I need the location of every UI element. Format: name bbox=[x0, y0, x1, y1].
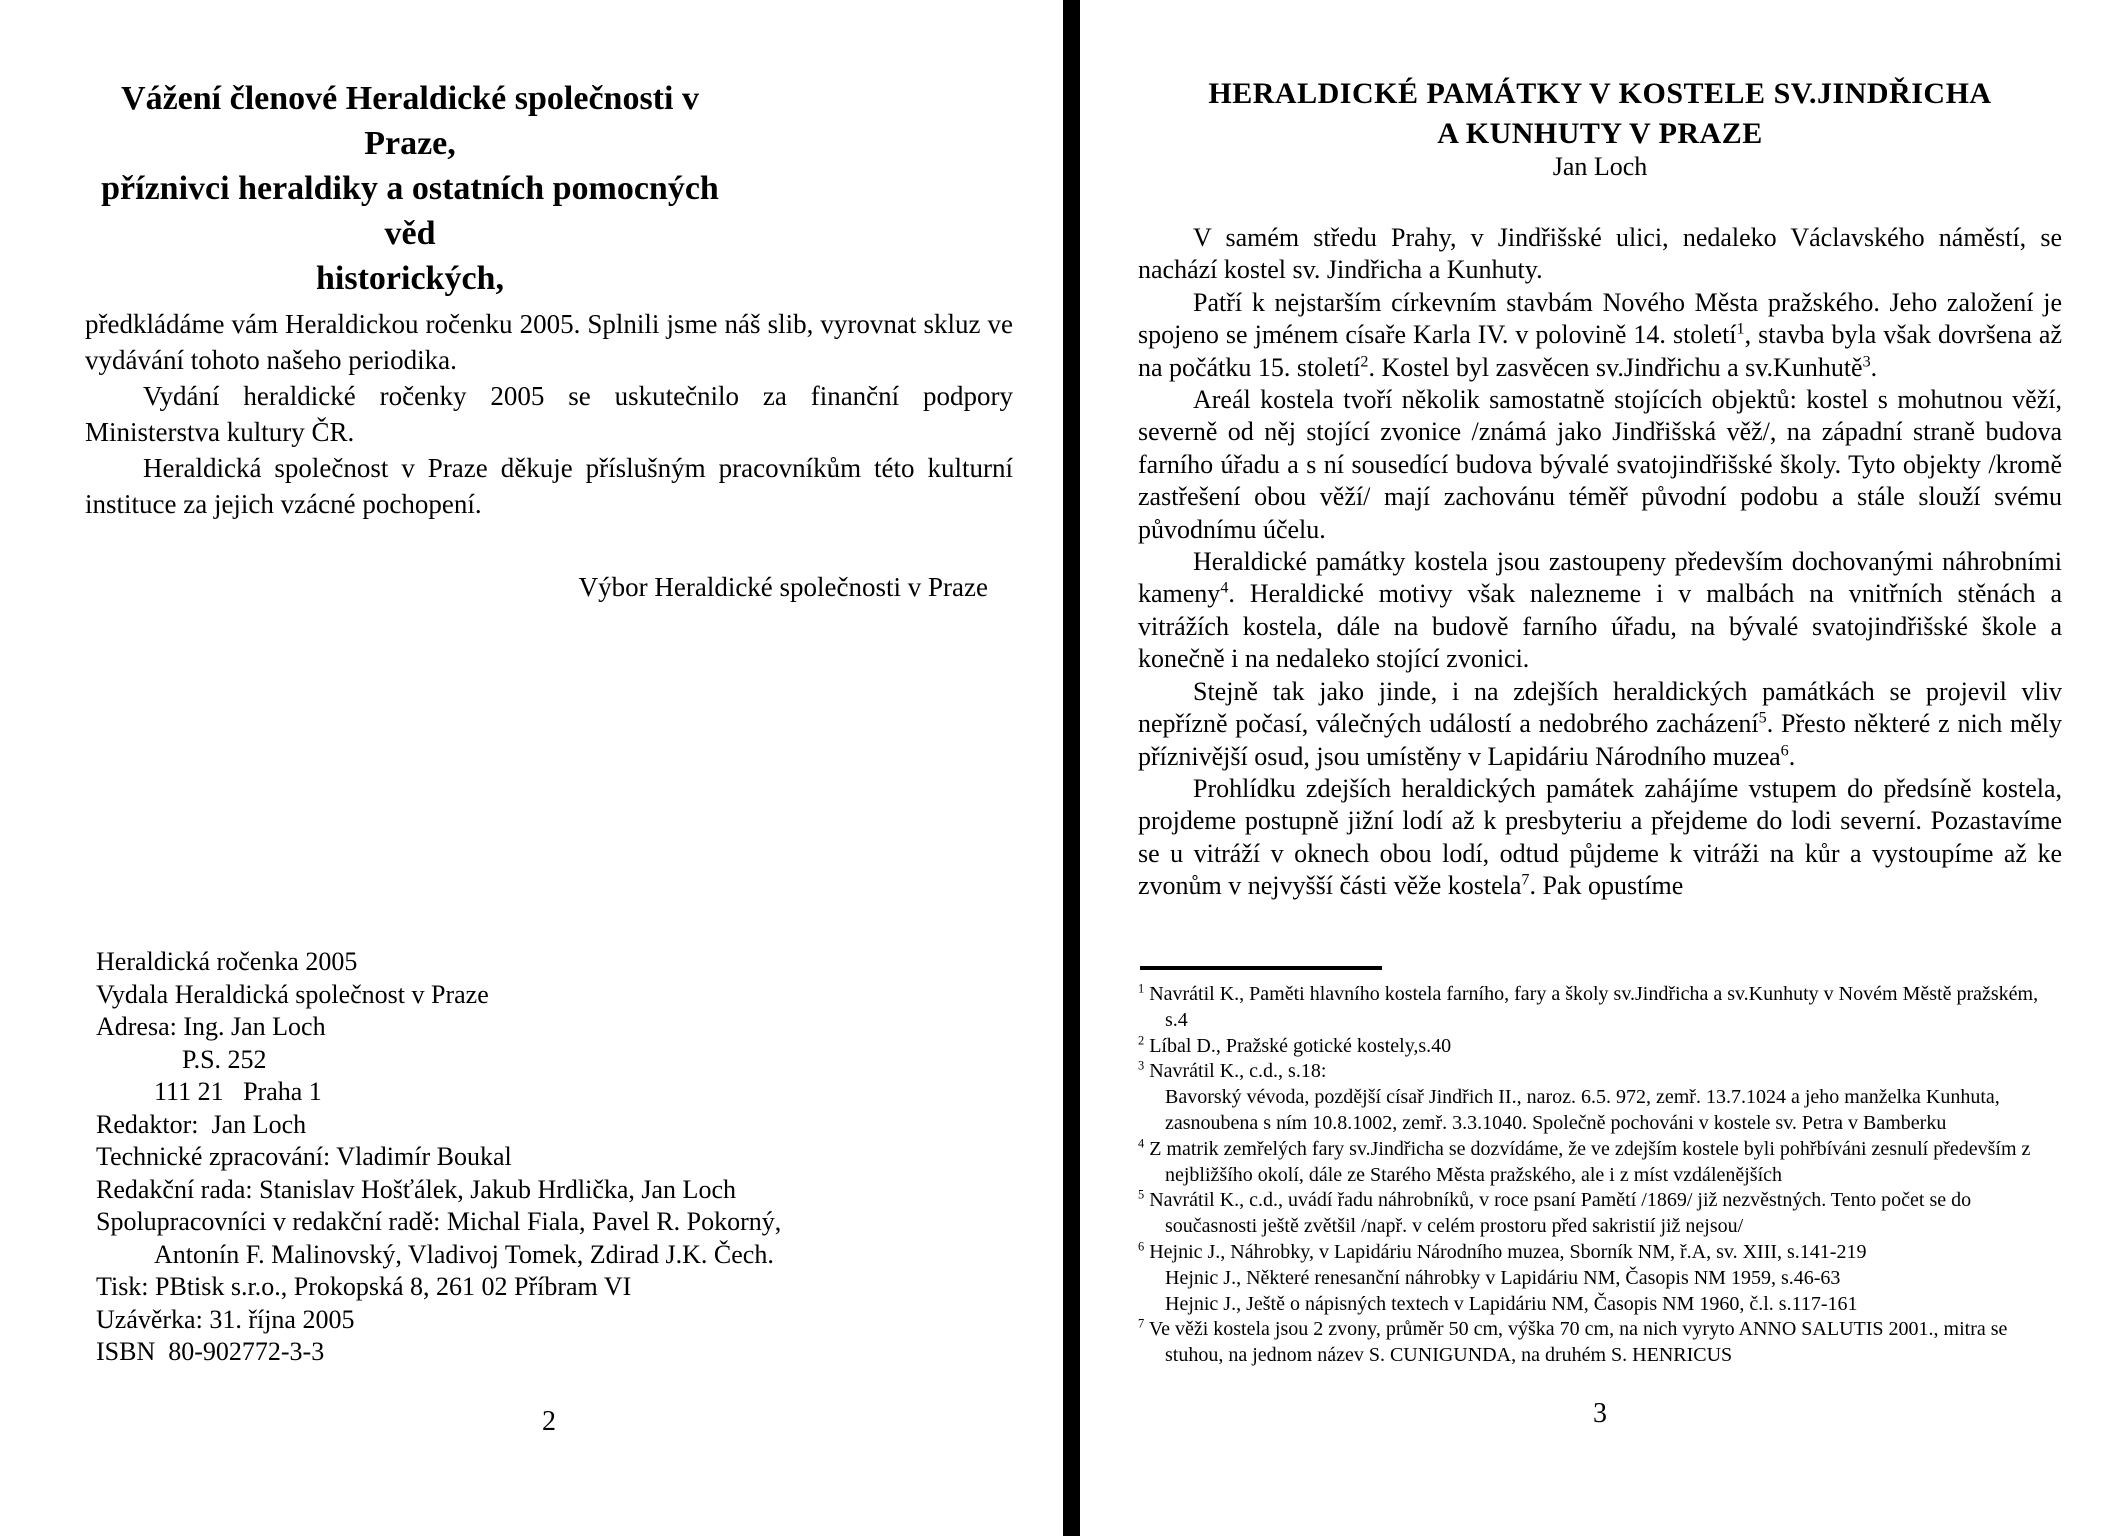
footnotes bbox=[1138, 982, 2062, 1369]
letter-paragraph: Vydání heraldické ročenky 2005 se uskutečnilo za finanční podpory Ministerstva kultury ČR. bbox=[85, 381, 1013, 447]
article-paragraph: Heraldické památky kostela jsou zastoupeny především dochovanými náhrobními kameny$^4$. Heraldické motivy však nalezneme i v malbách na vnitřních stěnách a vitrážích kostela, dále na budově farního úřadu, na bývalé svatojindřišské škole a konečně i na nedaleko stojící zvonici. bbox=[1138, 547, 2062, 674]
footnote-continuation: Hejnic J., Ještě o nápisných textech v Lapidáriu NM, Časopis NM 1960, č.l. s.117-161 bbox=[1165, 1292, 1858, 1315]
footnote-ref: 5 bbox=[1758, 709, 1767, 727]
article-paragraph: V samém středu Prahy, v Jindřišské ulici, nedaleko Václavského náměstí, se nachází kostel sv. Jindřicha a Kunhuty. bbox=[1138, 223, 2062, 285]
footnote bbox=[1138, 1034, 2062, 1060]
imprint-line: 111 21 Praha 1 bbox=[154, 1077, 322, 1106]
imprint-line: Redakční rada: Stanislav Hošťálek, Jakub Hrdlička, Jan Loch bbox=[96, 1174, 736, 1204]
page-number-right: 3 bbox=[1593, 1398, 1607, 1429]
footnote-ref: 6 bbox=[1780, 741, 1789, 759]
article-paragraph: Areál kostela tvoří několik samostatně stojících objektů: kostel s mohutnou věží, severně od něj stojící zvonice /známá jako Jindřišská věž/, na západní straně budova farního úřadu a s ní sousedící budova bývalé svatojindřišské školy. Tyto objekty /kromě zastřešení obou věží/ mají zachovánu téměř původní podobu a stále slouží svému původnímu účelu. bbox=[1138, 385, 2062, 544]
letter-paragraph: Heraldická společnost v Praze děkuje příslušným pracovníkům této kulturní instituce za jejich vzácné pochopení. bbox=[85, 453, 1013, 519]
right-page bbox=[1138, 0, 2062, 1536]
footnote-ref: 1 bbox=[1736, 320, 1745, 338]
footnote-separator bbox=[1140, 966, 1382, 970]
footnote bbox=[1138, 982, 2062, 1034]
footnote-ref: 7 bbox=[1521, 871, 1530, 889]
imprint-line: Tisk: PBtisk s.r.o., Prokopská 8, 261 02 Příbram VI bbox=[96, 1272, 632, 1301]
footnote-number: 3 bbox=[1138, 1058, 1145, 1073]
imprint-line: Adresa: Ing. Jan Loch bbox=[96, 1012, 326, 1041]
letter-title-line: historických, bbox=[316, 260, 504, 297]
page-number-left: 2 bbox=[542, 1406, 556, 1437]
footnote-number: 4 bbox=[1138, 1136, 1145, 1151]
footnote-first-line: $^7$ Ve věži kostela jsou 2 zvony, průměr 50 cm, výška 70 cm, na nich vyryto ANNO SALUTIS 2001., mitra se stuhou, na jednom název S. CUNIGUNDA, na druhém S. HENRICUS bbox=[1138, 1316, 2008, 1367]
imprint-line: Antonín F. Malinovský, Vladivoj Tomek, Zdirad J.K. Čech. bbox=[154, 1239, 774, 1269]
article-author: Jan Loch bbox=[1552, 152, 1648, 181]
imprint-line: Uzávěrka: 31. října 2005 bbox=[96, 1304, 355, 1334]
article-body bbox=[1138, 222, 2062, 903]
footnote-first-line: $^6$ Hejnic J., Náhrobky, v Lapidáriu Národního muzea, Sborník NM, ř.A, sv. XIII, s.141-219 bbox=[1138, 1239, 1867, 1263]
imprint-line: P.S. 252 bbox=[182, 1044, 267, 1074]
article-title bbox=[1138, 74, 2062, 154]
imprint-line: Vydala Heraldická společnost v Praze bbox=[96, 979, 489, 1009]
footnote-ref: 4 bbox=[1220, 579, 1229, 597]
footnote-first-line: $^4$ Z matrik zemřelých fary sv.Jindřicha se dozvídáme, že ve zdejším kostele byli pohřbíváni zesnulí především z nejbližšího okolí, dále ze Starého Města pražského, ale i z míst vzdálenějších bbox=[1138, 1136, 2031, 1186]
footnote-first-line: $^5$ Navrátil K., c.d., uvádí řadu náhrobníků, v roce psaní Pamětí /1869/ již nezvěstných. Tento počet se do současnosti ještě zvětšil /např. v celém prostoru před sakristií již nejsou/ bbox=[1138, 1187, 1972, 1238]
footnote-number: 6 bbox=[1138, 1239, 1145, 1254]
footnote-first-line: $^2$ Líbal D., Pražské gotické kostely,s.40 bbox=[1138, 1032, 1452, 1057]
footnote bbox=[1138, 1317, 2062, 1369]
footnote bbox=[1138, 1059, 2062, 1136]
letter-title-line: Vážení členové Heraldické společnosti v Praze, bbox=[121, 80, 699, 162]
footnote-ref: 3 bbox=[1862, 352, 1871, 370]
article-title-line: HERALDICKÉ PAMÁTKY V KOSTELE SV.JINDŘICHA bbox=[1208, 77, 1992, 110]
footnote-number: 1 bbox=[1138, 981, 1145, 996]
letter-title bbox=[85, 76, 735, 301]
imprint-line: Redaktor: Jan Loch bbox=[96, 1109, 307, 1139]
imprint-block bbox=[96, 946, 781, 1369]
article-paragraph: Prohlídku zdejších heraldických památek zahájíme vstupem do předsíně kostela, projdeme postupně jižní lodí až k presbyteriu a přejdeme do lodi severní. Pozastavíme se u vitráží v oknech obou lodí, odtud půjdeme k vitráži na kůr a vystoupíme až ke zvonům v nejvyšší části věže kostela$^7$. Pak opustíme bbox=[1138, 773, 2062, 901]
footnote-number: 7 bbox=[1138, 1316, 1145, 1331]
letter-title-line: příznivci heraldiky a ostatních pomocných věd bbox=[101, 170, 719, 252]
footnote-continuation: Hejnic J., Některé renesanční náhrobky v Lapidáriu NM, Časopis NM 1959, s.46-63 bbox=[1165, 1266, 1841, 1289]
article-title-line: A KUNHUTY V PRAZE bbox=[1437, 117, 1763, 150]
footnote-continuation: Bavorský vévoda, pozdější císař Jindřich II., naroz. 6.5. 972, zemř. 13.7.1024 a jeho manželka Kunhuta, zasnoubena s ním 10.8.1002, zemř. 3.3.1040. Společně pochováni v kostele sv. Petra v Bamberku bbox=[1165, 1086, 2000, 1134]
footnote-number: 5 bbox=[1138, 1187, 1145, 1202]
imprint-line: ISBN 80-902772-3-3 bbox=[96, 1337, 325, 1366]
article-paragraph: Patří k nejstarším církevním stavbám Nového Města pražského. Jeho založení je spojeno se jménem císaře Karla IV. v polovině 14. století$^1$, stavba byla však dovršena až na počátku 15. století$^2$. Kostel byl zasvěcen sv.Jindřichu a sv.Kunhutě$^3$. bbox=[1138, 287, 2062, 382]
footnote-ref: 2 bbox=[1360, 352, 1369, 370]
footnote-number: 2 bbox=[1138, 1032, 1145, 1047]
imprint-line: Heraldická ročenka 2005 bbox=[96, 947, 358, 976]
footnote bbox=[1138, 1188, 2062, 1240]
article-paragraph: Stejně tak jako jinde, i na zdejších heraldických památkách se projevil vliv nepřízně počasí, válečných událostí a nedobrého zacházení$^5$. Přesto některé z nich měly příznivější osud, jsou umístěny v Lapidáriu Národního muzea$^6$. bbox=[1138, 676, 2062, 771]
footnote bbox=[1138, 1137, 2062, 1189]
footnote-first-line: $^1$ Navrátil K., Paměti hlavního kostela farního, fary a školy sv.Jindřicha a sv.Kunhuty v Novém Městě pražském, s.4 bbox=[1138, 981, 2039, 1031]
book-gutter-shadow bbox=[1063, 0, 1080, 1536]
imprint-line: Technické zpracování: Vladimír Boukal bbox=[96, 1142, 512, 1171]
letter-body bbox=[85, 306, 1013, 522]
footnote bbox=[1138, 1240, 2062, 1317]
letter-signature: Výbor Heraldické společnosti v Praze bbox=[578, 572, 988, 602]
letter-paragraph: předkládáme vám Heraldickou ročenku 2005. Splnili jsme náš slib, vyrovnat skluz ve vydávání tohoto našeho periodika. bbox=[85, 309, 1013, 375]
footnote-first-line: $^3$ Navrátil K., c.d., s.18: bbox=[1138, 1058, 1327, 1083]
left-page bbox=[85, 0, 1013, 1536]
imprint-line: Spolupracovníci v redakční radě: Michal Fiala, Pavel R. Pokorný, bbox=[96, 1207, 782, 1236]
